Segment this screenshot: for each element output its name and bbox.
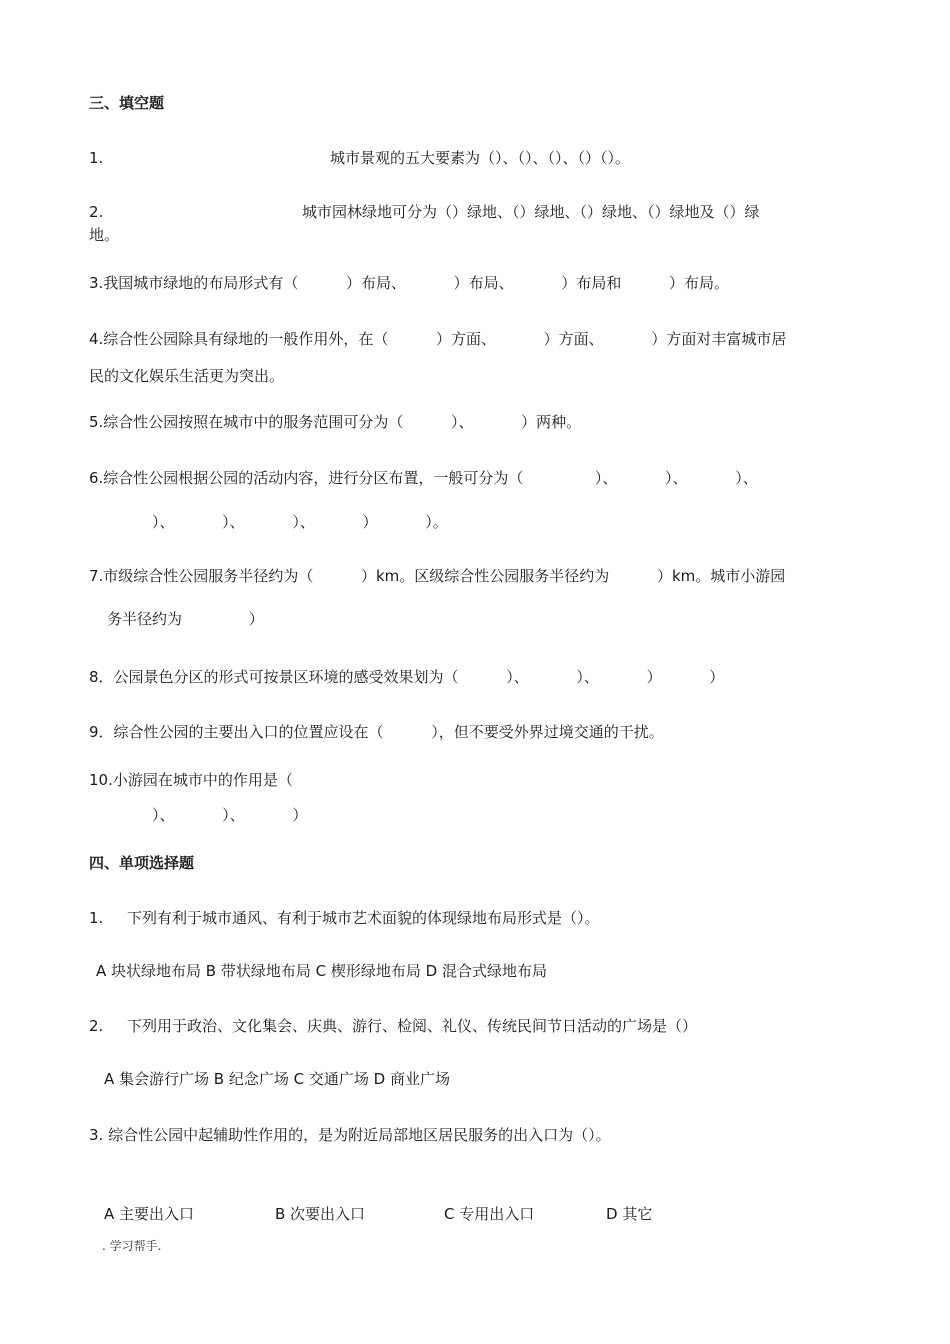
footer-note: . 学习帮手. xyxy=(102,1239,162,1253)
mc-q1-options: A 块状绿地布局 B 带状绿地布局 C 楔形绿地布局 D 混合式绿地布局 xyxy=(96,962,547,980)
q2-text-continued: 地。 xyxy=(89,226,120,244)
mc-q3-option-b: B 次要出入口 xyxy=(275,1205,366,1223)
mc-q1-number: 1. xyxy=(89,909,104,927)
mc-q3-option-c: C 专用出入口 xyxy=(444,1205,535,1223)
q10-line2: ）、 ）、 ） xyxy=(152,806,308,824)
q4-line1: 4.综合性公园除具有绿地的一般作用外，在（ ）方面、 ）方面、 ）方面对丰富城市居 xyxy=(89,330,787,348)
q7-line2: 务半径约为 ） xyxy=(107,610,264,628)
q6-line2: ）、 ）、 ）、 ） ）。 xyxy=(152,513,448,531)
q9-text: 9．综合性公园的主要出入口的位置应设在（ ），但不要受外界过境交通的干扰。 xyxy=(89,723,664,741)
q6-line1: 6.综合性公园根据公园的活动内容，进行分区布置，一般可分为（ ）、 ）、 ）、 xyxy=(89,469,758,487)
q5-text: 5.综合性公园按照在城市中的服务范围可分为（ ）、 ）两种。 xyxy=(89,413,582,431)
mc-q2-options: A 集会游行广场 B 纪念广场 C 交通广场 D 商业广场 xyxy=(104,1070,450,1088)
q7-line1: 7.市级综合性公园服务半径约为（ ）km。区级综合性公园服务半径约为 ）km。城市小游园 xyxy=(89,567,786,585)
section4-heading: 四、单项选择题 xyxy=(89,854,195,872)
mc-q3-text: 3. 综合性公园中起辅助性作用的，是为附近局部地区居民服务的出入口为（）。 xyxy=(89,1126,611,1144)
mc-q2-number: 2. xyxy=(89,1017,104,1035)
q1-text: 城市景观的五大要素为（）、（）、（）、（）（）。 xyxy=(330,149,631,167)
mc-q3-option-a: A 主要出入口 xyxy=(104,1205,195,1223)
mc-q3-option-d: D 其它 xyxy=(606,1205,653,1223)
q3-text: 3.我国城市绿地的布局形式有（ ）布局、 ）布局、 ）布局和 ）布局。 xyxy=(89,274,730,292)
q1-number: 1. xyxy=(89,149,104,167)
mc-q2-text: 下列用于政治、文化集会、庆典、游行、检阅、礼仪、传统民间节日活动的广场是（） xyxy=(127,1017,698,1035)
q4-line2: 民的文化娱乐生活更为突出。 xyxy=(89,367,285,385)
mc-q1-text: 下列有利于城市通风、有利于城市艺术面貌的体现绿地布局形式是（）。 xyxy=(127,909,600,927)
section3-heading: 三、填空题 xyxy=(89,94,165,112)
q2-number: 2. xyxy=(89,203,104,221)
q8-text: 8．公园景色分区的形式可按景区环境的感受效果划为（ ）、 ）、 ） ） xyxy=(89,668,725,686)
q2-text: 城市园林绿地可分为（）绿地、（）绿地、（）绿地、（）绿地及（）绿 xyxy=(302,203,760,221)
q10-line1: 10.小游园在城市中的作用是（ xyxy=(89,771,293,789)
